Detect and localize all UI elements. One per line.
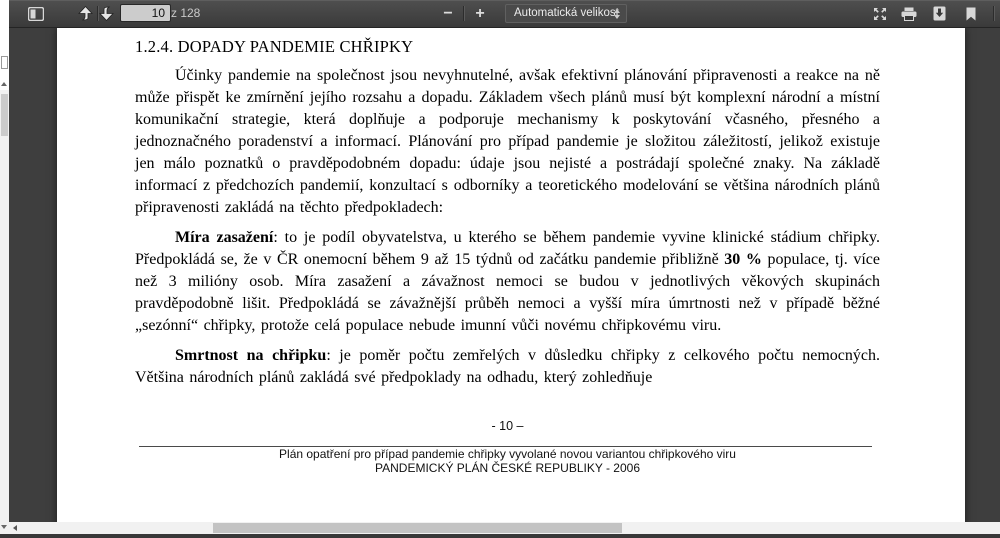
background-window-fragment bbox=[1, 56, 8, 69]
sidebar-toggle-button[interactable] bbox=[23, 3, 49, 24]
footer-line-1: Plán opatření pro případ pandemie chřipky vyvolané novou variantou chřipkového viru bbox=[279, 447, 736, 461]
paragraph: Smrtnost na chřipku: je poměr počtu zemřelých v důsledku chřipky z celkového počtu nemocných. Většina národních plánů zakládá své předpoklady na odhadu, který zohledňuje bbox=[135, 347, 880, 386]
download-icon bbox=[933, 6, 946, 21]
page-count-label: z 128 bbox=[171, 6, 201, 20]
scrollbar-thumb[interactable] bbox=[1, 94, 8, 136]
select-spinner-icon bbox=[614, 9, 620, 19]
pdf-toolbar bbox=[9, 0, 1000, 28]
horizontal-scrollbar-thumb[interactable] bbox=[213, 523, 622, 533]
plus-icon: + bbox=[475, 4, 485, 22]
footer-line-2: PANDEMICKÝ PLÁN ČESKÉ REPUBLIKY - 2006 bbox=[375, 460, 640, 475]
bookmark-icon bbox=[965, 7, 977, 21]
scrollbar-track[interactable] bbox=[0, 90, 9, 534]
presentation-mode-button[interactable] bbox=[867, 3, 893, 24]
page-footer bbox=[135, 446, 880, 475]
horizontal-scrollbar[interactable] bbox=[9, 522, 1000, 534]
arrow-up-icon bbox=[78, 6, 93, 21]
zoom-select-value: Automatická velikost bbox=[514, 7, 619, 19]
zoom-out-button[interactable] bbox=[435, 3, 461, 24]
arrow-down-icon bbox=[99, 6, 114, 21]
download-button[interactable] bbox=[926, 3, 952, 24]
page-content bbox=[135, 38, 880, 475]
bookmark-button[interactable] bbox=[958, 3, 984, 24]
pdf-page bbox=[57, 27, 965, 522]
print-button[interactable] bbox=[896, 3, 922, 24]
page-number-label: - 10 – bbox=[491, 419, 524, 433]
window-bottom-edge bbox=[0, 534, 1000, 538]
presentation-mode-icon bbox=[873, 7, 887, 21]
sidebar-toggle-icon bbox=[28, 7, 44, 21]
background-window-scrollbar bbox=[0, 0, 9, 538]
toolbar-divider bbox=[463, 6, 464, 21]
pdf-viewer-area[interactable] bbox=[9, 27, 1000, 522]
paragraph: Účinky pandemie na společnost jsou nevyhnutelné, avšak efektivní plánování připravenosti a reakce na ně může přispět ke zmírnění jejího rozsahu a dopadu. Základem všech plánů musí být komplexní národní a místní komunikační strategie, která doplňuje a podporuje mechanismy k poskytování včasného, přesného a jednoznačného poradenství a informací. Plánování pro případ pandemie je složitou záležitostí, jelikož existuje jen málo poznatků o pravděpodobném dopadu: údaje jsou nejisté a postrádají společné znaky. Na základě informací z předchozích pandemií, konzultací s odborníky a teoretického modelování se většina národních plánů připravenosti zakládá na těchto předpokladech: bbox=[135, 67, 880, 216]
zoom-select[interactable] bbox=[505, 4, 627, 23]
print-icon bbox=[901, 7, 917, 21]
scroll-down-icon[interactable] bbox=[1, 525, 7, 529]
next-page-button[interactable] bbox=[93, 3, 119, 24]
scroll-left-icon[interactable] bbox=[13, 525, 17, 531]
paragraph-container bbox=[135, 65, 880, 389]
section-heading: 1.2.4. DOPADY PANDEMIE CHŘIPKY bbox=[135, 37, 414, 56]
minus-icon: − bbox=[443, 4, 453, 22]
paragraph: Míra zasažení: to je podíl obyvatelstva, u kterého se během pandemie vyvine klinické stádium chřipky. Předpokládá se, že v ČR onemocní během 9 až 15 týdnů od začátku pandemie přibližně 30 % populace, tj. více než 3 milióny osob. Míra zasažení a závažnost nemoci se budou v jednotlivých věkových skupinách pravděpodobně lišit. Předpokládá se závažnější průběh nemoci a vyšší míra úmrtnosti než v případě běžné „sezónní“ chřipky, protože celá populace nebude imunní vůči novému chřipkovému viru. bbox=[135, 229, 881, 334]
toolbar-divider bbox=[993, 6, 994, 21]
zoom-in-button[interactable] bbox=[467, 3, 493, 24]
page-number-input[interactable] bbox=[120, 4, 171, 22]
scroll-up-icon[interactable] bbox=[1, 82, 7, 86]
